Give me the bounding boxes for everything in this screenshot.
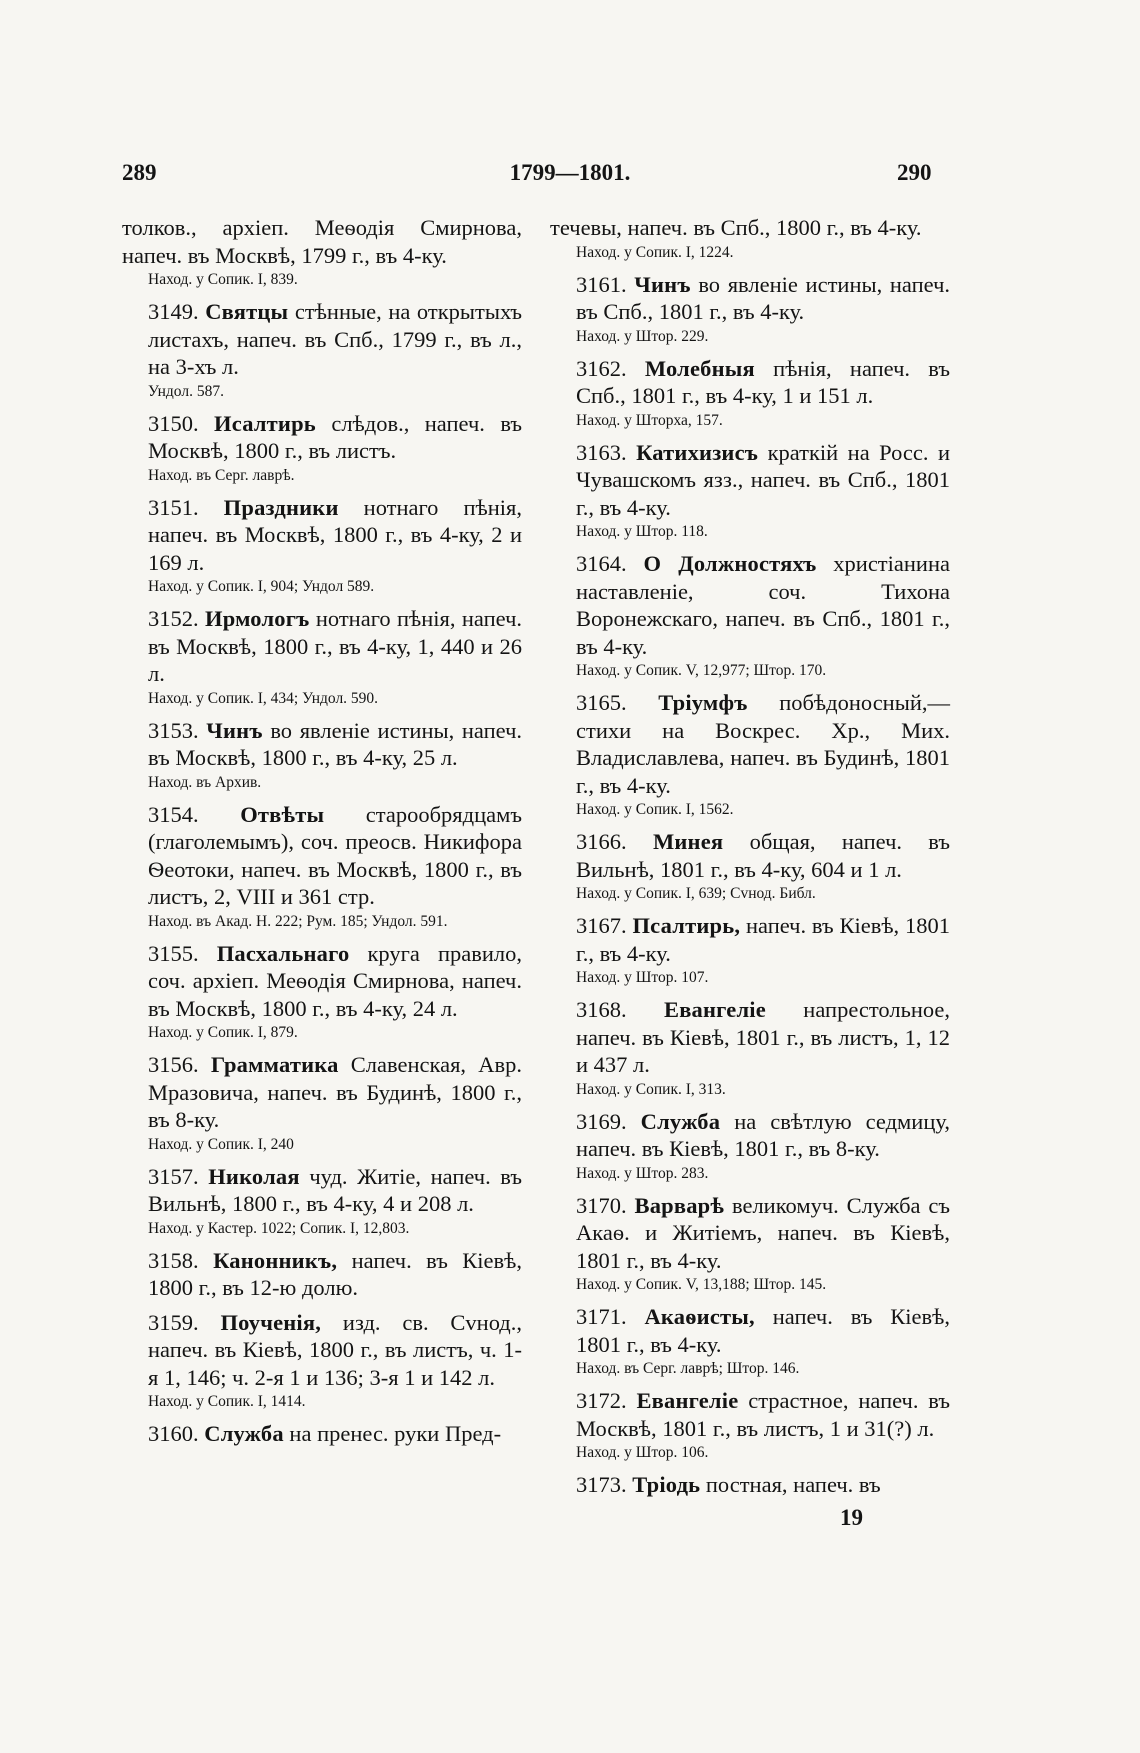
entry-location: Наход. въ Серг. лаврѣ; Штор. 146. <box>576 1360 800 1377</box>
entry-location: Наход. у Сопик. I, 313. <box>576 1080 726 1098</box>
entry-description: общая, напеч. въ Вильнѣ, 1801 г., въ 4-ку, 604 и 1 л. <box>576 829 951 882</box>
entry-description: нотнаго пѣнія, напеч. въ Москвѣ, 1800 г., въ 4-ку, 2 и 169 л. <box>148 494 522 575</box>
entry-text <box>122 494 522 577</box>
entry-title: Евангеліе <box>636 1388 739 1413</box>
entry-title: Отвѣты <box>240 801 325 827</box>
entry-number: 3167. <box>576 913 627 938</box>
entry-number: 3152. <box>148 606 199 631</box>
entry-number: 3169. <box>576 1108 627 1134</box>
catalog-entry <box>122 1420 522 1448</box>
right-column <box>550 214 950 1506</box>
entry-text <box>550 1303 950 1358</box>
entry-location: Наход. у Штор. 118. <box>576 523 708 540</box>
entry-text <box>122 298 522 381</box>
catalog-entry <box>550 439 950 544</box>
catalog-entry <box>122 801 522 933</box>
catalog-entry <box>122 1247 522 1302</box>
entry-location: Наход. у Сопик. I, 240 <box>148 1135 294 1153</box>
entry-text <box>122 1309 522 1392</box>
entry-title: Святцы <box>205 299 289 324</box>
entry-title: Служба <box>640 1108 721 1134</box>
entry-number: 3160. <box>148 1421 199 1446</box>
entry-title: Тріодь <box>632 1472 701 1497</box>
entry-description: во явленіе истины, напеч. въ Москвѣ, 1800 г., въ 4-ку, 25 л. <box>148 717 523 770</box>
entry-number: 3151. <box>148 494 199 520</box>
entry-description: напеч. въ Кіевѣ, 1801 г., въ 4-ку. <box>576 1304 950 1357</box>
entry-title: Канонникъ, <box>213 1247 338 1273</box>
entry-text <box>122 801 522 911</box>
entry-number: 3164. <box>576 551 627 576</box>
entry-location: Наход. у Сопик. I, 639; Сvнод. Библ. <box>576 885 816 902</box>
catalog-entry <box>550 828 950 905</box>
catalog-entry <box>122 298 522 403</box>
entry-description: течевы, напеч. въ Спб., 1800 г., въ 4-ку. <box>550 215 922 240</box>
catalog-entry <box>550 1192 950 1297</box>
entry-description: на свѣтлую седмицу, напеч. въ Кіевѣ, 1801 г., въ 8-ку. <box>576 1108 950 1161</box>
entry-text <box>550 996 950 1079</box>
left-page-number: 289 <box>122 160 157 185</box>
entry-text <box>550 214 950 242</box>
entry-number: 3165. <box>576 690 627 715</box>
entry-title: Минея <box>652 829 724 854</box>
catalog-entry <box>550 271 950 348</box>
entry-number: 3166. <box>576 829 627 854</box>
entry-location: Наход. у Штор. 283. <box>576 1164 709 1182</box>
catalog-entry <box>550 1471 950 1499</box>
entry-description: краткій на Росс. и Чувашскомъ язз., напеч. въ Спб., 1801 г., въ 4-ку. <box>576 439 950 520</box>
entry-number: 3163. <box>576 439 627 465</box>
entry-location: Наход. у Штор. 107. <box>576 969 709 986</box>
entry-location: Наход. въ Акад. Н. 222; Рум. 185; Ундол. 591. <box>148 912 448 930</box>
catalog-entry <box>122 1309 522 1414</box>
entry-location: Наход. у Штор. 229. <box>576 327 709 345</box>
entry-number: 3156. <box>148 1052 199 1077</box>
entry-description: старообрядцамъ (глаголемымъ), соч. преосв. Никифора Ѳеотоки, напеч. въ Москвѣ, 1800 г., въ листъ, 2, VIII и 361 стр. <box>148 801 523 909</box>
catalog-entry <box>122 940 522 1045</box>
entry-location: Наход. у Сопик. I, 904; Ундол 589. <box>148 578 375 595</box>
entry-number: 3159. <box>148 1309 199 1335</box>
entry-title: Николая <box>208 1163 300 1189</box>
entry-number: 3173. <box>576 1472 627 1497</box>
entry-location: Наход. у Сопик. I, 839. <box>148 271 298 288</box>
catalog-entry <box>550 1303 950 1380</box>
entry-number: 3171. <box>576 1304 627 1329</box>
entry-location: Наход. у Шторха, 157. <box>576 411 723 429</box>
entry-location: Наход. у Штор. 106. <box>576 1444 709 1461</box>
entry-title: Служба <box>204 1421 284 1446</box>
entry-text <box>122 717 522 772</box>
entry-number: 3155. <box>148 940 199 966</box>
entry-text <box>550 1471 950 1499</box>
entry-description: страстное, напеч. въ Москвѣ, 1801 г., въ листъ, 1 и 31(?) л. <box>576 1388 950 1441</box>
entry-location: Наход. въ Архив. <box>148 773 262 791</box>
entry-description: христіанина наставленіе, соч. Тихона Воронежскаго, напеч. въ Спб., 1801 г., въ 4-ку. <box>576 551 950 659</box>
catalog-entry <box>550 1387 950 1464</box>
entry-description: стѣнные, на открытыхъ листахъ, напеч. въ Спб., 1799 г., въ л., на 3-хъ л. <box>148 299 522 379</box>
entry-title: О Должностяхъ <box>643 551 817 576</box>
entry-location: Наход. у Сопик. I, 1224. <box>576 243 734 261</box>
entry-text <box>550 1387 950 1442</box>
catalog-entry <box>122 494 522 599</box>
entry-title: Грамматика <box>210 1052 339 1077</box>
entry-description: слѣдов., напеч. въ Москвѣ, 1800 г., въ листъ. <box>148 410 523 463</box>
entry-title: Катихизисъ <box>636 439 759 465</box>
entry-description: побѣдоносный,— стихи на Воскрес. Хр., Мих. Владиславлева, напеч. въ Будинѣ, 1801 г., въ 4-ку. <box>576 690 951 798</box>
entry-text <box>122 1163 522 1218</box>
entry-description: напеч. въ Кіевѣ, 1800 г., въ 12-ю долю. <box>148 1247 523 1300</box>
entry-location: Ундол. 587. <box>148 382 224 400</box>
catalog-entry <box>550 214 950 264</box>
entry-text <box>550 1192 950 1275</box>
entry-description: толков., архіеп. Меѳодія Смирнова, напеч. въ Москвѣ, 1799 г., въ 4-ку. <box>122 215 522 268</box>
entry-number: 3157. <box>148 1163 199 1189</box>
entry-number: 3168. <box>576 997 627 1022</box>
entry-description: Славенская, Авр. Мразовича, напеч. въ Будинѣ, 1800 г., въ 8-ку. <box>148 1052 523 1132</box>
entry-title: Пасхальнаго <box>216 940 350 966</box>
left-column <box>122 214 522 1455</box>
entry-location: Наход. у Сопик. I, 879. <box>148 1024 298 1041</box>
entry-text <box>550 439 950 522</box>
entry-location: Наход. у Сопик. V, 13,188; Штор. 145. <box>576 1276 827 1293</box>
catalog-entry <box>550 996 950 1101</box>
entry-title: Варварѣ <box>634 1192 725 1218</box>
entry-text <box>550 1108 950 1163</box>
catalog-entry <box>550 912 950 989</box>
entry-title: Молебныя <box>644 355 755 381</box>
entry-location: Наход. у Сопик. I, 1562. <box>576 801 734 818</box>
entry-description: на пренес. руки Пред- <box>289 1421 502 1446</box>
entry-description: пѣнія, напеч. въ Спб., 1801 г., въ 4-ку, 1 и 151 л. <box>576 355 950 408</box>
catalog-entry <box>122 1051 522 1156</box>
running-head-years: 1799—1801. <box>509 160 631 185</box>
entry-text <box>550 355 950 410</box>
entry-number: 3153. <box>148 717 199 743</box>
entry-text <box>122 1247 522 1302</box>
catalog-entry <box>550 1108 950 1185</box>
entry-title: Исалтирь <box>214 410 316 436</box>
entry-description: напрестольное, напеч. въ Кіевѣ, 1801 г., въ листъ, 1, 12 и 437 л. <box>576 997 951 1077</box>
entry-title: Чинъ <box>206 717 263 743</box>
entry-number: 3172. <box>576 1388 627 1413</box>
entry-title: Чинъ <box>634 271 691 297</box>
entry-title: Ирмологъ <box>205 606 310 631</box>
entry-number: 3154. <box>148 801 199 827</box>
catalog-entry <box>550 355 950 432</box>
entry-description: нотнаго пѣнія, напеч. въ Москвѣ, 1800 г., въ 4-ку, 1, 440 и 26 л. <box>148 606 523 686</box>
entry-description: напеч. въ Кіевѣ, 1801 г., въ 4-ку. <box>576 913 950 966</box>
catalog-entry <box>122 410 522 487</box>
entry-title: Поученія, <box>220 1309 322 1335</box>
entry-number: 3170. <box>576 1192 627 1218</box>
entry-location: Наход. въ Серг. лаврѣ. <box>148 466 295 484</box>
entry-title: Акаѳисты, <box>644 1304 755 1329</box>
entry-title: Псалтирь, <box>632 913 741 938</box>
entry-text <box>550 271 950 326</box>
entry-text <box>550 550 950 660</box>
entry-number: 3149. <box>148 299 199 324</box>
entry-text <box>122 1420 522 1448</box>
entry-text <box>122 410 522 465</box>
catalog-entry <box>122 605 522 710</box>
entry-text <box>550 828 950 883</box>
catalog-entry <box>122 717 522 794</box>
right-page-number: 290 <box>897 160 932 185</box>
entry-number: 3150. <box>148 410 199 436</box>
catalog-entry <box>550 689 950 821</box>
entry-title: Евангеліе <box>663 997 766 1022</box>
entry-location: Наход. у Сопик. I, 1414. <box>148 1393 306 1410</box>
signature-mark: 19 <box>840 1505 863 1530</box>
entry-title: Праздники <box>223 494 339 520</box>
entry-description: великомуч. Служба съ Акаѳ. и Житіемъ, напеч. въ Кіевѣ, 1801 г., въ 4-ку. <box>576 1192 950 1273</box>
entry-description: чуд. Житіе, напеч. въ Вильнѣ, 1800 г., въ 4-ку, 4 и 208 л. <box>148 1163 522 1216</box>
catalog-entry <box>122 214 522 291</box>
catalog-entry <box>122 1163 522 1240</box>
entry-description: постная, напеч. въ <box>705 1472 881 1497</box>
entry-description: круга правило, соч. архіеп. Меѳодія Смирнова, напеч. въ Москвѣ, 1800 г., въ 4-ку, 24 л. <box>148 940 522 1021</box>
entry-number: 3162. <box>576 355 627 381</box>
entry-number: 3158. <box>148 1247 199 1273</box>
entry-description: во явленіе истины, напеч. въ Спб., 1801 г., въ 4-ку. <box>576 271 951 324</box>
entry-location: Наход. у Кастер. 1022; Сопик. I, 12,803. <box>148 1219 410 1237</box>
entry-text <box>122 1051 522 1134</box>
entry-text <box>550 689 950 799</box>
catalog-entry <box>550 550 950 682</box>
entry-text <box>122 605 522 688</box>
entry-title: Тріумфъ <box>658 690 748 715</box>
entry-number: 3161. <box>576 271 627 297</box>
entry-description: изд. св. Сvнод., напеч. въ Кіевѣ, 1800 г., въ листъ, ч. 1-я 1, 146; ч. 2-я 1 и 136; 3-я 1 и 142 л. <box>148 1309 522 1390</box>
entry-location: Наход. у Сопик. V, 12,977; Штор. 170. <box>576 662 827 679</box>
entry-location: Наход. у Сопик. I, 434; Ундол. 590. <box>148 689 379 707</box>
entry-text <box>122 940 522 1023</box>
entry-text <box>122 214 522 269</box>
entry-text <box>550 912 950 967</box>
